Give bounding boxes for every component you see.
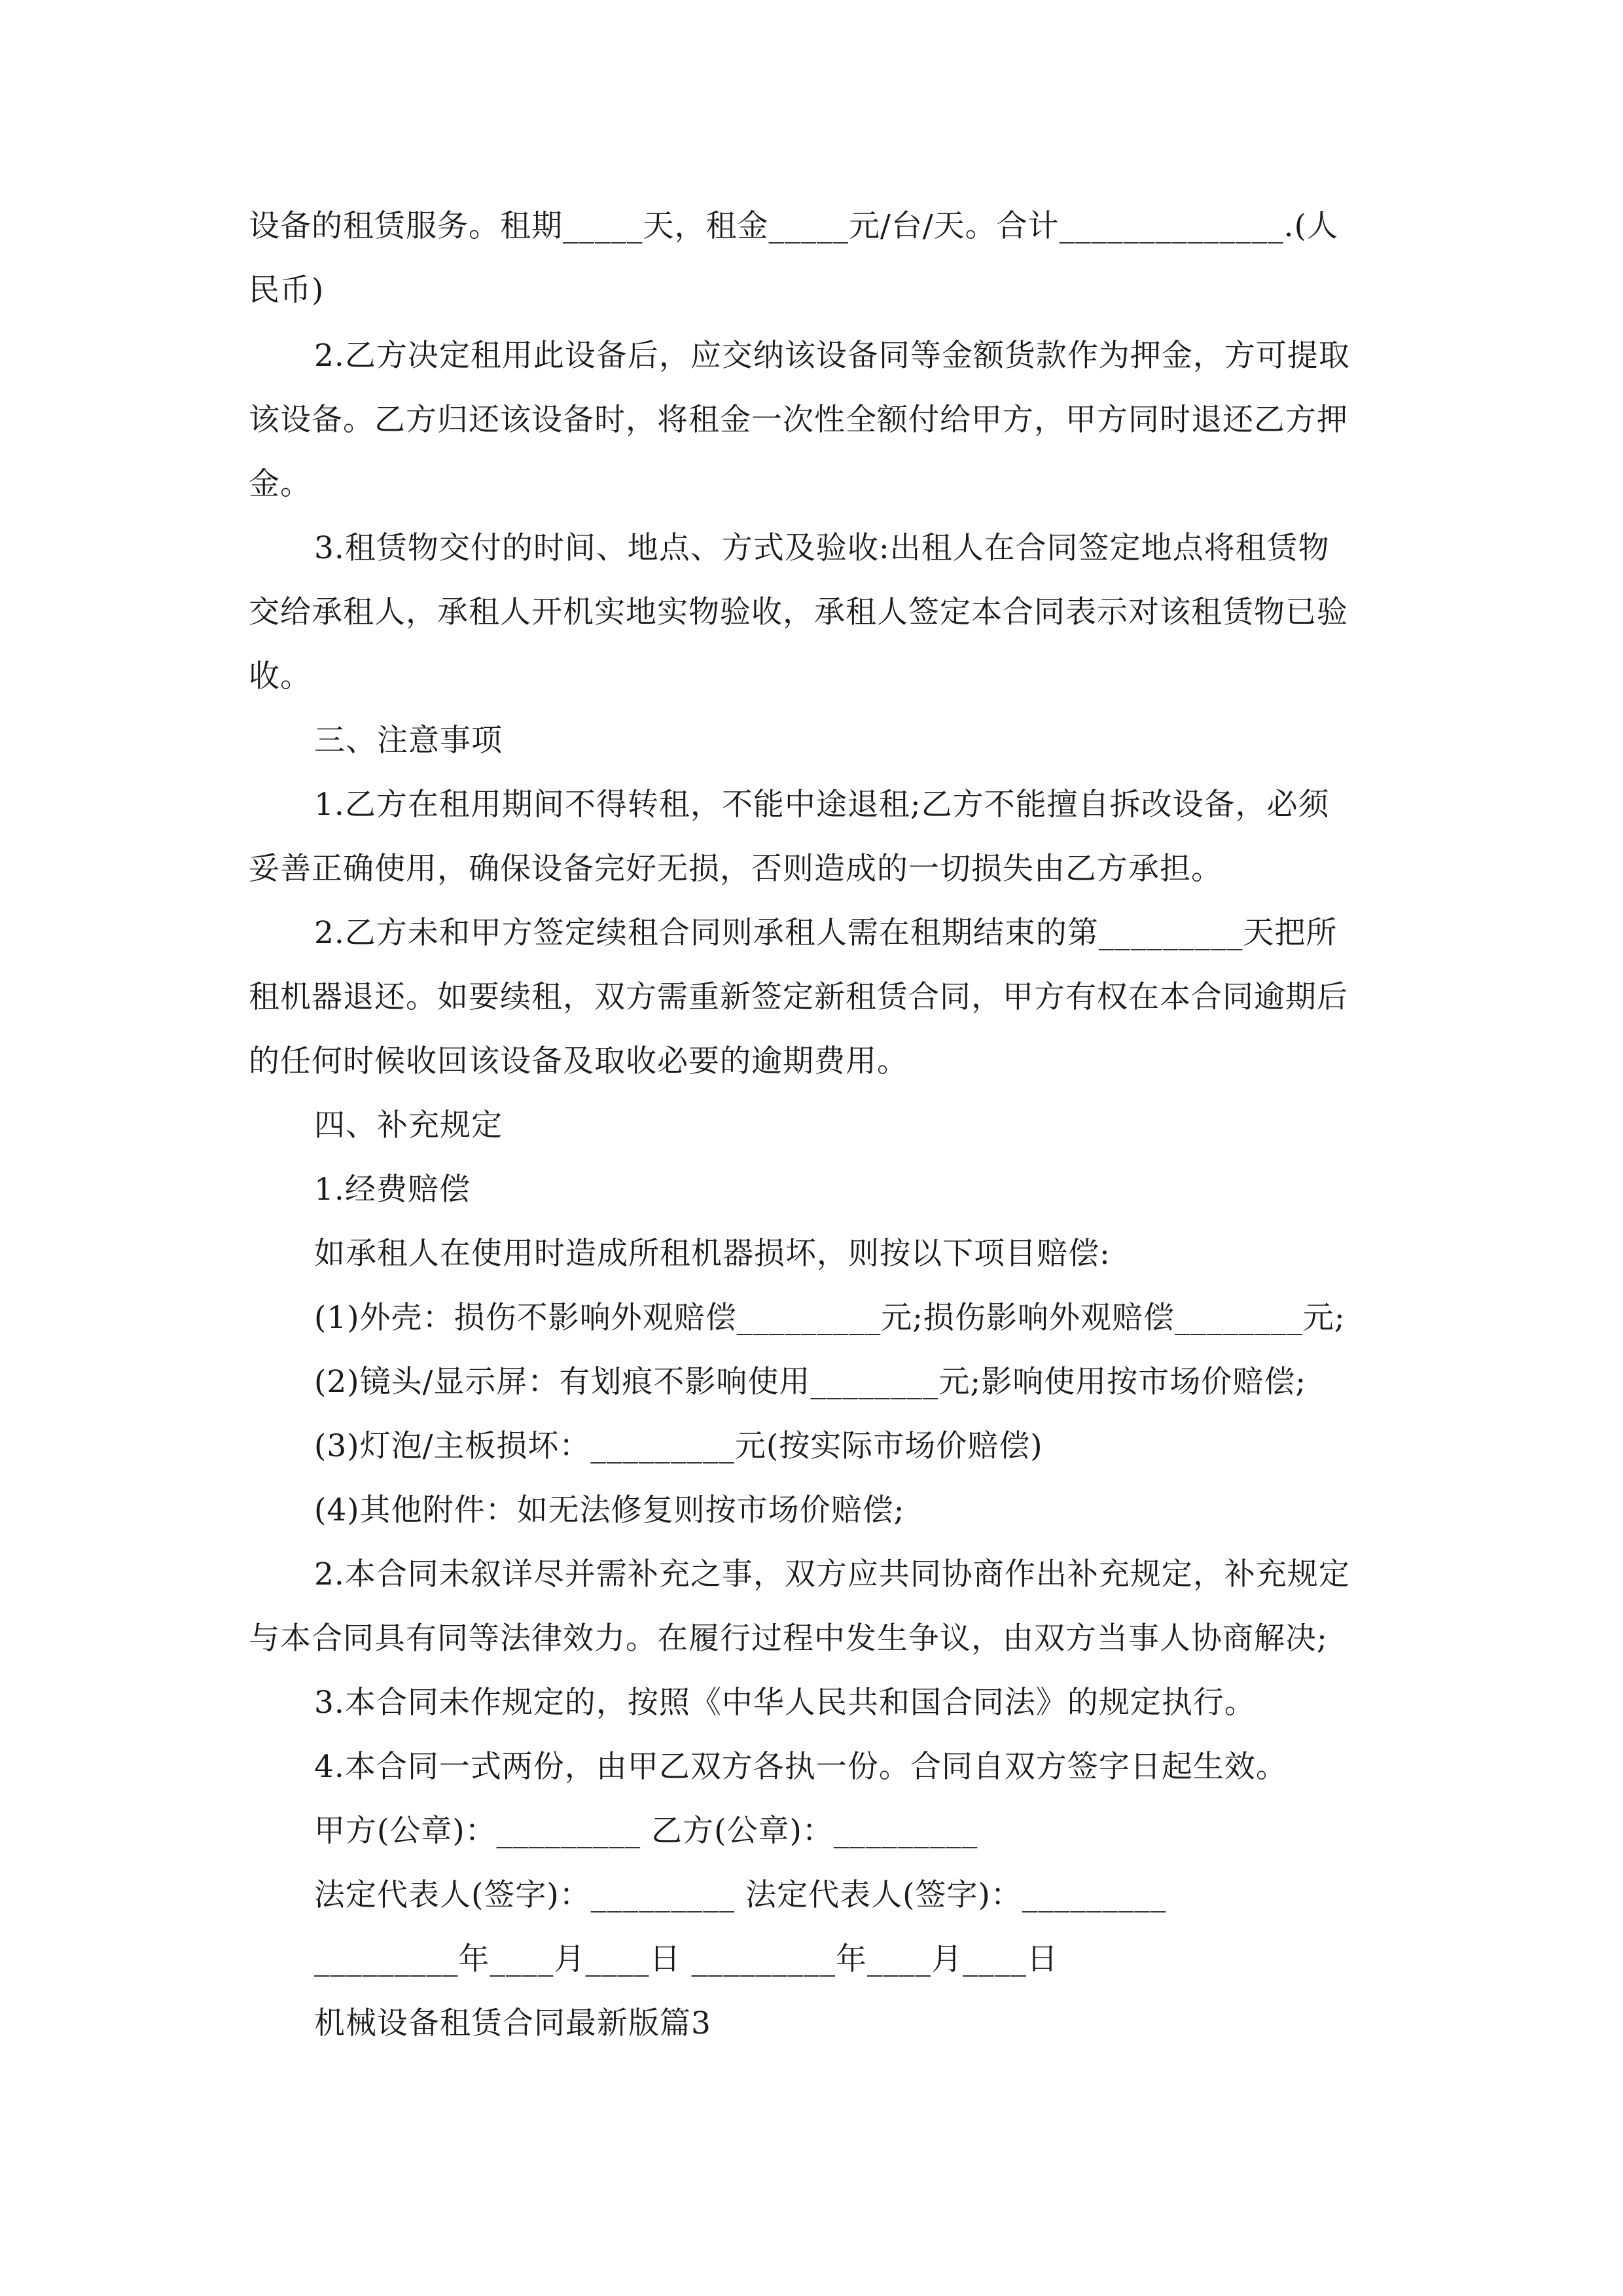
- paragraph-line: (1)外壳：损伤不影响外观赔偿_________元;损伤影响外观赔偿________元;: [314, 1300, 1346, 1336]
- signature-line: 法定代表人(签字)：_________ 法定代表人(签字)：_________: [314, 1877, 1167, 1913]
- paragraph-line: 如承租人在使用时造成所租机器损坏，则按以下项目赔偿:: [314, 1236, 1111, 1272]
- paragraph-line: 租机器退还。如要续租，双方需重新签定新租赁合同，甲方有权在本合同逾期后: [249, 979, 1348, 1015]
- paragraph-line: 2.本合同未叙详尽并需补充之事，双方应共同协商作出补充规定，补充规定: [314, 1556, 1350, 1592]
- paragraph-line: 金。: [249, 466, 312, 502]
- paragraph-line: 1.经费赔偿: [314, 1172, 471, 1208]
- paragraph-line: 该设备。乙方归还该设备时，将租金一次性全额付给甲方，甲方同时退还乙方押: [249, 402, 1348, 438]
- section-heading: 三、注意事项: [314, 723, 503, 759]
- paragraph-line: (3)灯泡/主板损坏：_________元(按实际市场价赔偿): [314, 1428, 1043, 1464]
- paragraph-line: 2.乙方决定租用此设备后，应交纳该设备同等金额货款作为押金，方可提取: [314, 338, 1350, 374]
- paragraph-line: 的任何时候收回该设备及取收必要的逾期费用。: [249, 1043, 908, 1079]
- paragraph-line: 3.本合同未作规定的，按照《中华人民共和国合同法》的规定执行。: [314, 1685, 1256, 1721]
- paragraph-line: 妥善正确使用，确保设备完好无损，否则造成的一切损失由乙方承担。: [249, 851, 1222, 887]
- section-title: 机械设备租赁合同最新版篇3: [314, 2005, 711, 2041]
- paragraph-line: 收。: [249, 658, 312, 694]
- paragraph-line: 4.本合同一式两份，由甲乙双方各执一份。合同自双方签字日起生效。: [314, 1749, 1287, 1785]
- paragraph-line: 1.乙方在租用期间不得转租，不能中途退租;乙方不能擅自拆改设备，必须: [314, 787, 1330, 823]
- paragraph-line: 3.租赁物交付的时间、地点、方式及验收:出租人在合同签定地点将租赁物: [314, 530, 1330, 566]
- paragraph-line: 设备的租赁服务。租期_____天，租金_____元/台/天。合计______________.(人: [249, 208, 1338, 244]
- signature-line: 甲方(公章)：_________ 乙方(公章)：_________: [314, 1813, 978, 1849]
- section-heading: 四、补充规定: [314, 1107, 503, 1143]
- date-line: _________年____月____日 _________年____月____日: [314, 1941, 1058, 1977]
- paragraph-line: 与本合同具有同等法律效力。在履行过程中发生争议，由双方当事人协商解决;: [249, 1621, 1328, 1657]
- paragraph-line: (2)镜头/显示屏：有划痕不影响使用________元;影响使用按市场价赔偿;: [314, 1364, 1307, 1400]
- paragraph-line: 民币): [249, 272, 325, 308]
- paragraph-line: 交给承租人，承租人开机实地实物验收，承租人签定本合同表示对该租赁物已验: [249, 594, 1348, 630]
- paragraph-line: 2.乙方未和甲方签定续租合同则承租人需在租期结束的第_________天把所: [314, 915, 1338, 951]
- paragraph-line: (4)其他附件：如无法修复则按市场价赔偿;: [314, 1492, 905, 1528]
